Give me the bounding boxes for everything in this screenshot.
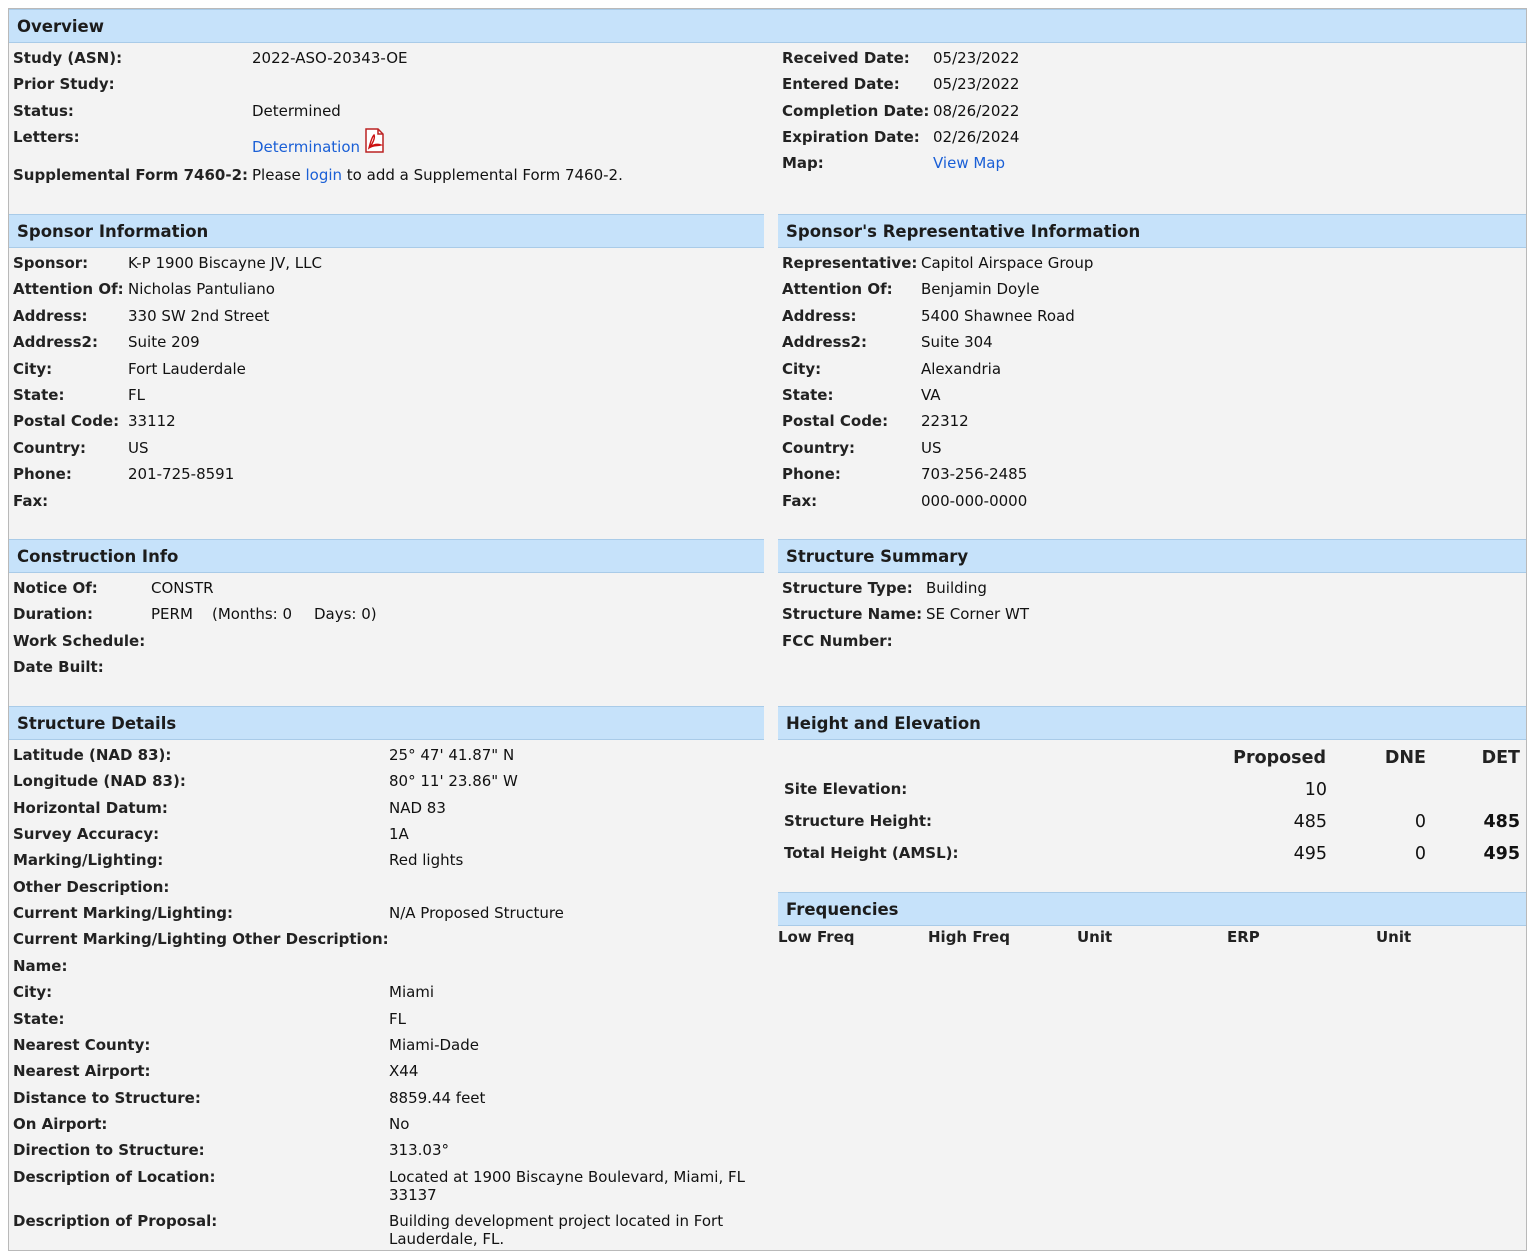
col-proposed: Proposed [1233,748,1326,768]
notice-label: Notice Of: [13,579,98,597]
col-det: DET [1481,748,1520,768]
entered-date-label: Entered Date: [782,75,900,93]
details-field-label: Horizontal Datum: [13,798,168,817]
login-link[interactable]: login [305,166,343,184]
total-height-dne: 0 [1414,844,1426,864]
status-value: Determined [252,102,341,120]
entered-date-value: 05/23/2022 [933,75,1020,93]
sponsor-field-label: Attention Of: [13,280,124,299]
representative-field-value: 703-256-2485 [921,465,1028,484]
summary-field-label: FCC Number: [782,631,893,650]
structure-height-proposed: 485 [1293,812,1327,832]
total-height-proposed: 495 [1293,844,1327,864]
notice-value: CONSTR [151,579,214,597]
representative-field-value: 22312 [921,412,969,431]
structure-height-label: Structure Height: [784,812,933,830]
summary-field-value: SE Corner WT [926,605,1029,624]
description-proposal-value: Building development project located in Fort Lauderdale, FL. [389,1212,724,1248]
duration-months: (Months: 0 [212,605,293,623]
representative-field-label: Phone: [782,465,841,484]
freq-col-unit: Unit [1077,928,1113,946]
sponsor-field-value: 330 SW 2nd Street [128,306,270,325]
details-field-label: State: [13,1009,65,1028]
letters-value [252,128,384,156]
col-dne: DNE [1384,748,1426,768]
study-label: Study (ASN): [13,49,123,67]
details-field-value: X44 [389,1062,419,1081]
details-field-value: No [389,1114,410,1133]
sponsor-field-label: Country: [13,438,87,457]
completion-date-value: 08/26/2022 [933,102,1020,120]
sponsor-field-label: Sponsor: [13,254,89,272]
details-header: Structure Details [9,706,764,740]
representative-field-label: State: [782,386,834,404]
freq-col-high: High Freq [928,928,1010,946]
total-height-det: 495 [1483,844,1520,864]
study-value: 2022-ASO-20343-OE [252,49,408,67]
freq-col-erp: ERP [1227,928,1260,946]
supplemental-post: to add a Supplemental Form 7460-2. [346,166,623,184]
representative-field-value: Suite 304 [921,333,993,352]
summary-field-label: Structure Name: [782,605,923,624]
summary-field-label: Structure Type: [782,579,913,597]
site-elevation-proposed: 10 [1304,780,1327,800]
duration-label: Duration: [13,605,93,623]
details-field-label: Current Marking/Lighting: [13,904,234,923]
supplemental-pre: Please [252,166,301,184]
details-field-label: Other Description: [13,877,170,896]
sponsor-field-value: Fort Lauderdale [128,359,246,378]
details-field-label: Marking/Lighting: [13,851,164,870]
letters-label: Letters: [13,128,80,146]
details-field-value: NAD 83 [389,798,446,817]
details-field-label: Latitude (NAD 83): [13,746,172,764]
sponsor-field-value: 201-725-8591 [128,465,235,484]
structure-height-dne: 0 [1414,812,1426,832]
freq-col-erp-unit: Unit [1376,928,1412,946]
sponsor-field-value: Suite 209 [128,333,200,352]
representative-field-value: Capitol Airspace Group [921,254,1094,272]
representative-field-value: Alexandria [921,359,1002,378]
sponsor-field-label: Address2: [13,333,98,352]
map-label: Map: [782,154,824,172]
representative-field-value: Benjamin Doyle [921,280,1040,299]
details-field-value: Miami [389,983,435,1002]
site-elevation-label: Site Elevation: [784,780,908,798]
details-field-value: 8859.44 feet [389,1088,486,1107]
supplemental-value [252,166,623,184]
summary-header: Structure Summary [778,539,1526,573]
sponsor-field-label: Fax: [13,491,49,510]
details-field-value: Red lights [389,851,464,870]
view-map-link[interactable]: View Map [933,154,1006,172]
details-field-value: 313.03° [389,1141,449,1160]
work-schedule-label: Work Schedule: [13,632,146,650]
sponsor-field-value: K-P 1900 Biscayne JV, LLC [128,254,322,272]
details-field-label: On Airport: [13,1114,108,1133]
description-location-label: Description of Location: [13,1168,216,1186]
sponsor-field-label: Postal Code: [13,412,120,431]
details-field-label: Direction to Structure: [13,1141,205,1160]
expiration-date-value: 02/26/2024 [933,128,1020,146]
details-field-label: Nearest County: [13,1035,151,1054]
sponsor-field-value: Nicholas Pantuliano [128,280,275,299]
completion-date-label: Completion Date: [782,102,930,120]
representative-field-label: Address2: [782,333,867,352]
representative-field-value: 000-000-0000 [921,491,1028,510]
date-built-label: Date Built: [13,658,104,676]
sponsor-field-label: Address: [13,306,88,325]
duration-value: PERM [151,605,193,623]
expiration-date-label: Expiration Date: [782,128,920,146]
representative-field-value: US [921,438,942,457]
summary-field-value: Building [926,579,987,597]
duration-days: Days: 0) [314,605,377,623]
details-field-value: FL [389,1009,406,1028]
details-field-value: 25° 47' 41.87" N [389,746,515,764]
supplemental-label: Supplemental Form 7460-2: [13,166,249,184]
representative-field-label: Country: [782,438,856,457]
frequencies-header: Frequencies [778,892,1526,926]
representative-field-label: Representative: [782,254,918,272]
sponsor-header: Sponsor Information [9,214,764,248]
overview-header: Overview [9,9,1526,43]
representative-field-label: Address: [782,306,857,325]
construction-header: Construction Info [9,539,764,573]
details-field-label: Name: [13,956,68,975]
representative-field-value: 5400 Shawnee Road [921,306,1075,325]
representative-field-label: Postal Code: [782,412,889,431]
description-proposal-label: Description of Proposal: [13,1212,218,1230]
prior-study-label: Prior Study: [13,75,115,93]
received-date-value: 05/23/2022 [933,49,1020,67]
height-header: Height and Elevation [778,706,1526,740]
details-field-value: 80° 11' 23.86" W [389,772,518,791]
representative-field-value: VA [921,386,941,404]
sponsor-field-value: US [128,438,149,457]
details-field-label: Distance to Structure: [13,1088,201,1107]
freq-col-low: Low Freq [778,928,855,946]
details-field-label: Current Marking/Lighting Other Description: [13,930,389,949]
total-height-label: Total Height (AMSL): [784,844,959,862]
representative-field-label: Fax: [782,491,818,510]
representative-field-label: City: [782,359,822,378]
status-label: Status: [13,102,74,120]
details-field-value: N/A Proposed Structure [389,904,564,923]
sponsor-field-label: State: [13,386,65,404]
details-field-label: City: [13,983,53,1002]
sponsor-field-value: 33112 [128,412,176,431]
representative-field-label: Attention Of: [782,280,893,299]
sponsor-field-label: City: [13,359,53,378]
description-location-value: Located at 1900 Biscayne Boulevard, Miami, FL 33137 [389,1168,745,1204]
sponsor-field-value: FL [128,386,145,404]
sponsor-field-label: Phone: [13,465,72,484]
received-date-label: Received Date: [782,49,910,67]
details-field-label: Survey Accuracy: [13,825,160,844]
page-frame [8,8,1527,1251]
details-field-label: Nearest Airport: [13,1062,151,1081]
pdf-icon[interactable] [362,128,384,152]
details-field-label: Longitude (NAD 83): [13,772,186,791]
representative-header: Sponsor's Representative Information [778,214,1526,248]
determination-link[interactable]: Determination [252,138,361,156]
details-field-value: Miami-Dade [389,1035,479,1054]
structure-height-det: 485 [1483,812,1520,832]
details-field-value: 1A [389,825,409,844]
